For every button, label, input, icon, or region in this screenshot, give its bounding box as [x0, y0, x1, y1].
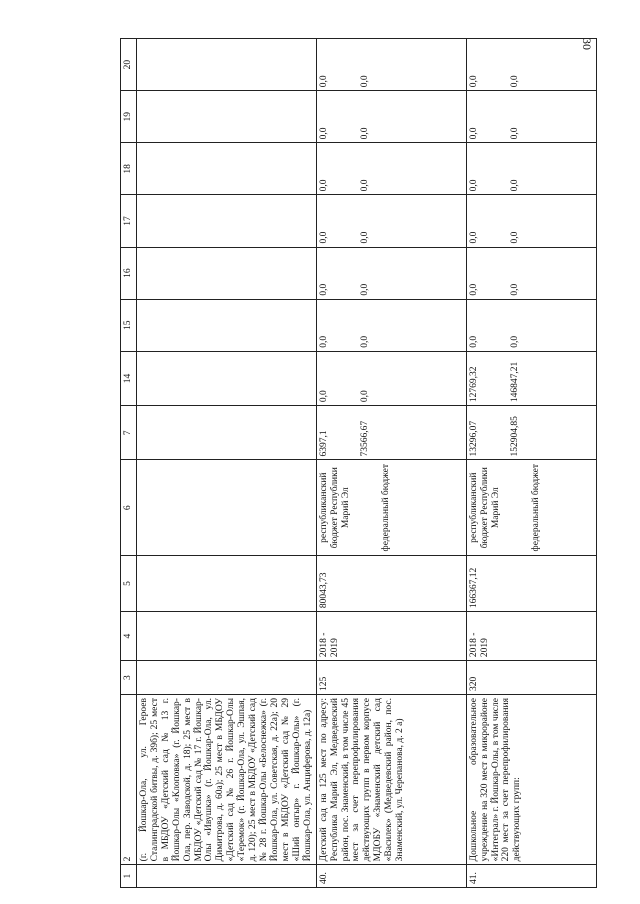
col-header: 5	[121, 555, 137, 611]
col-header: 19	[121, 91, 137, 143]
value-federal: 0,0	[509, 75, 520, 88]
row-value	[136, 91, 316, 143]
source-federal: федеральный бюджет	[381, 464, 392, 552]
value-regional: 0,0	[318, 127, 329, 140]
row-value	[466, 195, 596, 247]
value-federal: 0,0	[509, 179, 520, 192]
row-number: 41.	[466, 865, 596, 888]
row-description: Дошкольное образовательное учреждение на 320 мест в микрорайоне «Интеграл» г. Йошкар-Олы, в том числе 220 мест за счет перепрофилирования действующих групп:	[466, 695, 596, 865]
value-regional: 0,0	[318, 390, 329, 403]
value-regional: 0,0	[468, 127, 479, 140]
value-federal: 0,0	[359, 179, 370, 192]
row-capacity: 125	[316, 661, 466, 695]
value-regional: 12769,32	[468, 366, 479, 403]
source-regional: республиканский бюджет Республики Марий Эл	[468, 467, 501, 549]
col-header: 1	[121, 865, 137, 888]
col-header: 4	[121, 612, 137, 661]
value-federal: 0,0	[509, 335, 520, 348]
value-federal: 0,0	[359, 335, 370, 348]
source-federal: федеральный бюджет	[531, 464, 542, 552]
row-value	[466, 351, 596, 405]
budget-table	[120, 38, 597, 888]
row-value	[316, 299, 466, 351]
table-row	[136, 39, 316, 888]
row-value	[136, 143, 316, 195]
row-value	[136, 351, 316, 405]
row-number	[136, 865, 316, 888]
row-value	[136, 195, 316, 247]
row-total	[136, 555, 316, 611]
source-regional: республиканский бюджет Республики Марий Эл	[318, 467, 351, 549]
row-value	[316, 406, 466, 460]
col-header: 17	[121, 195, 137, 247]
row-capacity	[136, 661, 316, 695]
col-header: 16	[121, 247, 137, 299]
row-value	[316, 195, 466, 247]
row-value	[316, 39, 466, 91]
row-source	[466, 460, 596, 555]
row-value	[466, 247, 596, 299]
row-value	[316, 143, 466, 195]
row-source	[316, 460, 466, 555]
value-regional: 0,0	[318, 75, 329, 88]
value-regional: 6397,1	[318, 430, 329, 457]
row-value	[466, 299, 596, 351]
col-header: 7	[121, 406, 137, 460]
row-value	[136, 406, 316, 460]
row-value	[316, 351, 466, 405]
col-header: 15	[121, 299, 137, 351]
col-header: 6	[121, 460, 137, 555]
value-federal: 0,0	[509, 283, 520, 296]
row-period: 2018 - 2019	[316, 612, 466, 661]
value-regional: 0,0	[468, 75, 479, 88]
row-period	[136, 612, 316, 661]
row-description: Детский сад на 125 мест по адресу: Республика Марий Эл, Медведевский район, пос. Знаменский, в том числе 45 мест за счет перепрофилирования действующих групп в первом корпусе МДОБУ «Знаменский детский сад «Василек» (Медведевский район, пос. Знаменский, ул. Черепанова, д. 2 а)	[316, 695, 466, 865]
col-header: 2	[121, 695, 137, 865]
col-header: 3	[121, 661, 137, 695]
row-value	[316, 91, 466, 143]
row-source	[136, 460, 316, 555]
value-federal: 0,0	[359, 283, 370, 296]
value-regional: 0,0	[468, 335, 479, 348]
value-regional: 13296,07	[468, 420, 479, 457]
row-number: 40.	[316, 865, 466, 888]
row-description: (г. Йошкар-Ола, ул. Героев Сталинградской битвы, д. 39б); 25 мест в МБДОУ «Детский сад № 13 г. Йошкар-Олы «Клоповка» (г. Йошкар-Ола, пер. Заводской, д. 18); 25 мест в МБДОУ «Детский сад № 17 г. Йошкар-Олы «Ивушка» (г. Йошкар-Ола, ул. Димитрова, д. 60а); 25 мест в МБДОУ «Детский сад № 26 г. Йошкар-Олы «Теремок» (г. Йошкар-Ола, ул. Эшпая, д. 120); 25 мест в МБДОУ «Детский сад № 28 г. Йошкар-Олы «Белоснежка» (г. Йошкар-Ола, ул. Советская, д. 22а); 20 мест в МБДОУ «Детский сад № 29 «Ший онгыр» г. Йошкар-Олы» (г. Йошкар-Ола, ул. Анциферова, д. 12а)	[136, 695, 316, 865]
value-regional: 0,0	[318, 335, 329, 348]
value-regional: 0,0	[468, 179, 479, 192]
row-total: 166367,12	[466, 555, 596, 611]
row-value	[136, 39, 316, 91]
value-regional: 0,0	[318, 179, 329, 192]
value-federal: 0,0	[359, 390, 370, 403]
value-federal: 0,0	[359, 75, 370, 88]
value-federal: 0,0	[359, 127, 370, 140]
value-regional: 0,0	[318, 283, 329, 296]
row-capacity: 320	[466, 661, 596, 695]
row-period: 2018 - 2019	[466, 612, 596, 661]
value-federal: 73566,67	[359, 420, 370, 457]
table-row	[466, 39, 596, 888]
value-federal: 152904,85	[509, 416, 520, 457]
value-regional: 0,0	[468, 231, 479, 244]
row-value	[466, 406, 596, 460]
rotated-table-container	[120, 38, 625, 888]
value-federal: 0,0	[509, 231, 520, 244]
value-federal: 146847,21	[509, 361, 520, 403]
value-regional: 0,0	[318, 231, 329, 244]
row-value	[466, 143, 596, 195]
col-header: 20	[121, 39, 137, 91]
value-federal: 0,0	[509, 127, 520, 140]
row-value	[136, 299, 316, 351]
row-value	[466, 39, 596, 91]
col-header: 18	[121, 143, 137, 195]
col-header: 14	[121, 351, 137, 405]
row-total: 80043,73	[316, 555, 466, 611]
row-value	[316, 247, 466, 299]
page-number: 30	[580, 38, 594, 50]
value-regional: 0,0	[468, 283, 479, 296]
row-value	[136, 247, 316, 299]
table-row	[316, 39, 466, 888]
row-value	[466, 91, 596, 143]
value-federal: 0,0	[359, 231, 370, 244]
column-number-row	[121, 39, 137, 888]
